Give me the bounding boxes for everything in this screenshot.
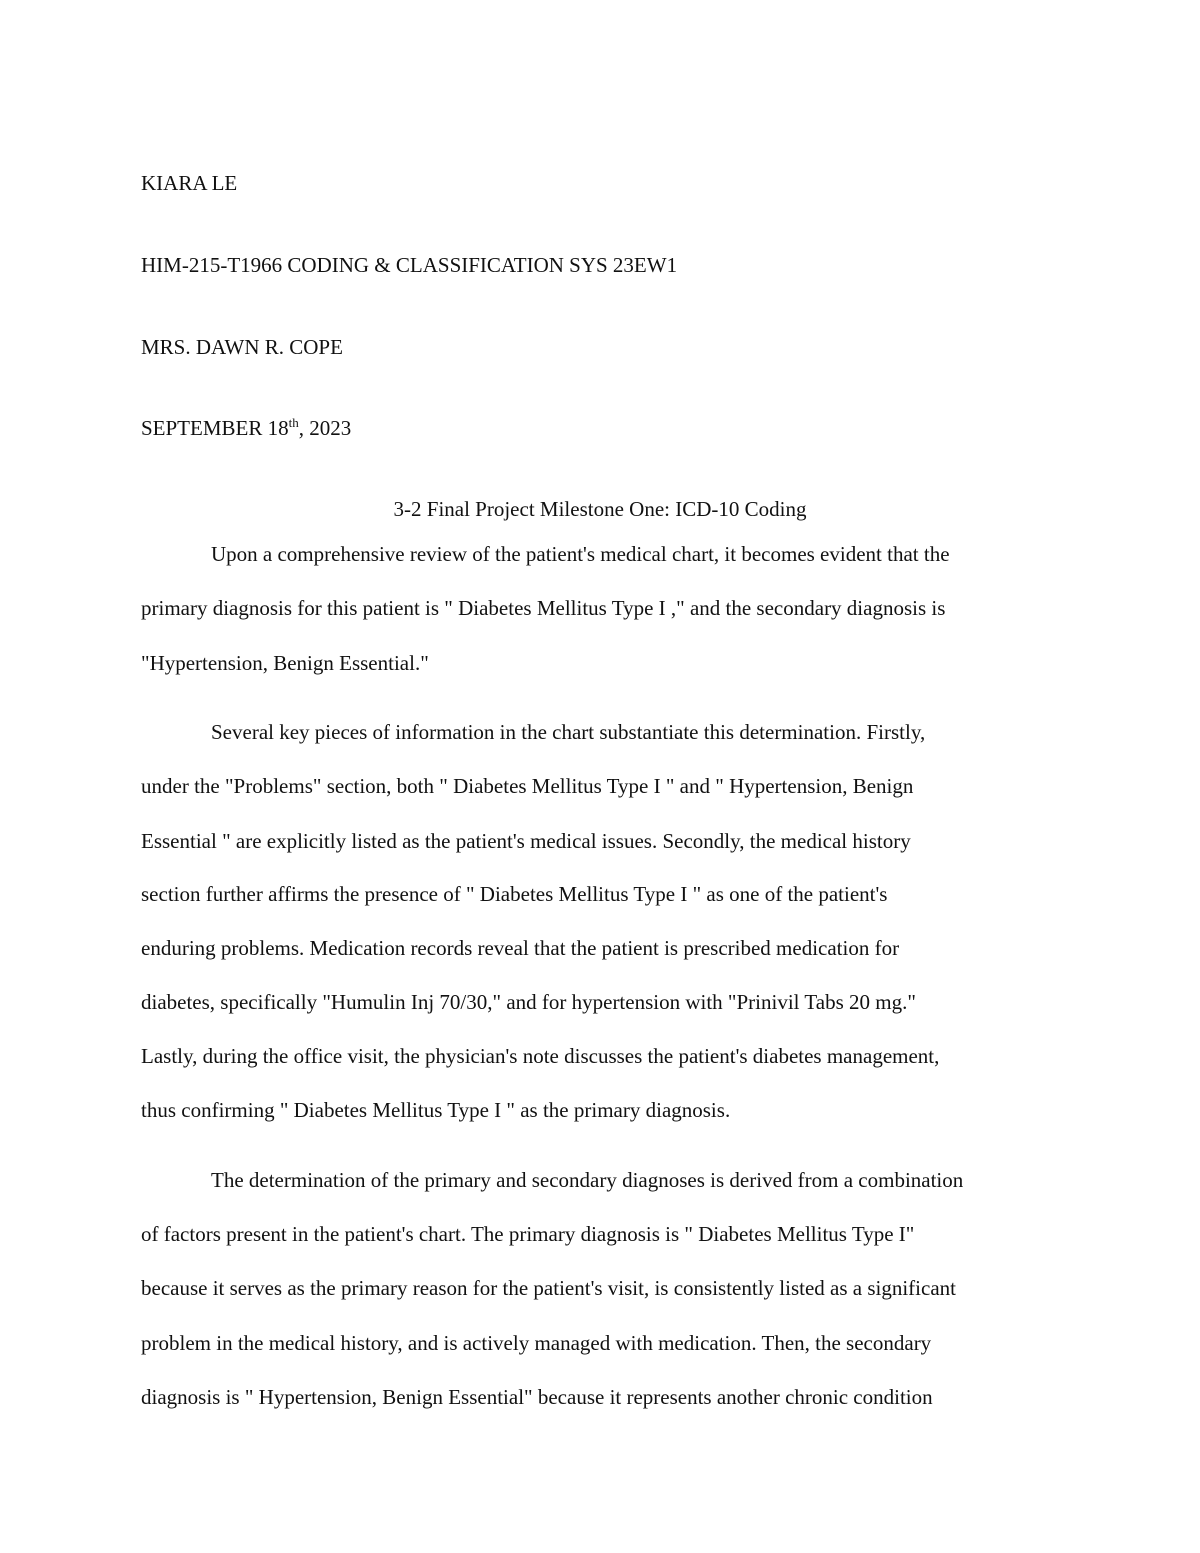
course-title: HIM-215-T1966 CODING & CLASSIFICATION SYS 23EW1 [141,253,678,277]
paragraph-1-line: primary diagnosis for this patient is " Diabetes Mellitus Type I ," and the secondary diagnosis is [141,596,946,620]
paragraph-3-line: problem in the medical history, and is actively managed with medication. Then, the secondary [141,1331,932,1355]
paragraph-2-line: thus confirming " Diabetes Mellitus Type I " as the primary diagnosis. [141,1098,731,1122]
paragraph-2-line: enduring problems. Medication records reveal that the patient is prescribed medication for [141,936,900,960]
paragraph-1-line: "Hypertension, Benign Essential." [141,651,429,675]
paragraph-3-line: diagnosis is " Hypertension, Benign Essential" because it represents another chronic condition [141,1385,933,1409]
paragraph-2-line: Lastly, during the office visit, the physician's note discusses the patient's diabetes management, [141,1044,940,1068]
date-rest: , 2023 [298,416,352,440]
paragraph-1-line: Upon a comprehensive review of the patient's medical chart, it becomes evident that the [211,542,950,566]
student-name: KIARA LE [141,171,238,195]
date-prefix: SEPTEMBER 18 [141,416,289,440]
instructor-name: MRS. DAWN R. COPE [141,335,343,359]
paragraph-3-line: The determination of the primary and secondary diagnoses is derived from a combination [211,1168,964,1192]
paragraph-3-line: of factors present in the patient's chart. The primary diagnosis is " Diabetes Mellitus Type I" [141,1222,915,1246]
paragraph-2-line: diabetes, specifically "Humulin Inj 70/30," and for hypertension with "Prinivil Tabs 20 mg." [141,990,916,1014]
paragraph-3-line: because it serves as the primary reason for the patient's visit, is consistently listed as a significant [141,1276,956,1300]
paragraph-2-line: under the "Problems" section, both " Diabetes Mellitus Type I " and " Hypertension, Benign [141,774,914,798]
paragraph-2-line: section further affirms the presence of " Diabetes Mellitus Type I " as one of the patient's [141,882,888,906]
paragraph-2-line: Several key pieces of information in the chart substantiate this determination. Firstly, [211,720,926,744]
submission-date [141,415,351,441]
document-title: 3-2 Final Project Milestone One: ICD-10 Coding [393,497,807,521]
paragraph-2-line: Essential " are explicitly listed as the patient's medical issues. Secondly, the medical history [141,829,911,853]
date-ordinal-suffix: th [288,415,299,430]
